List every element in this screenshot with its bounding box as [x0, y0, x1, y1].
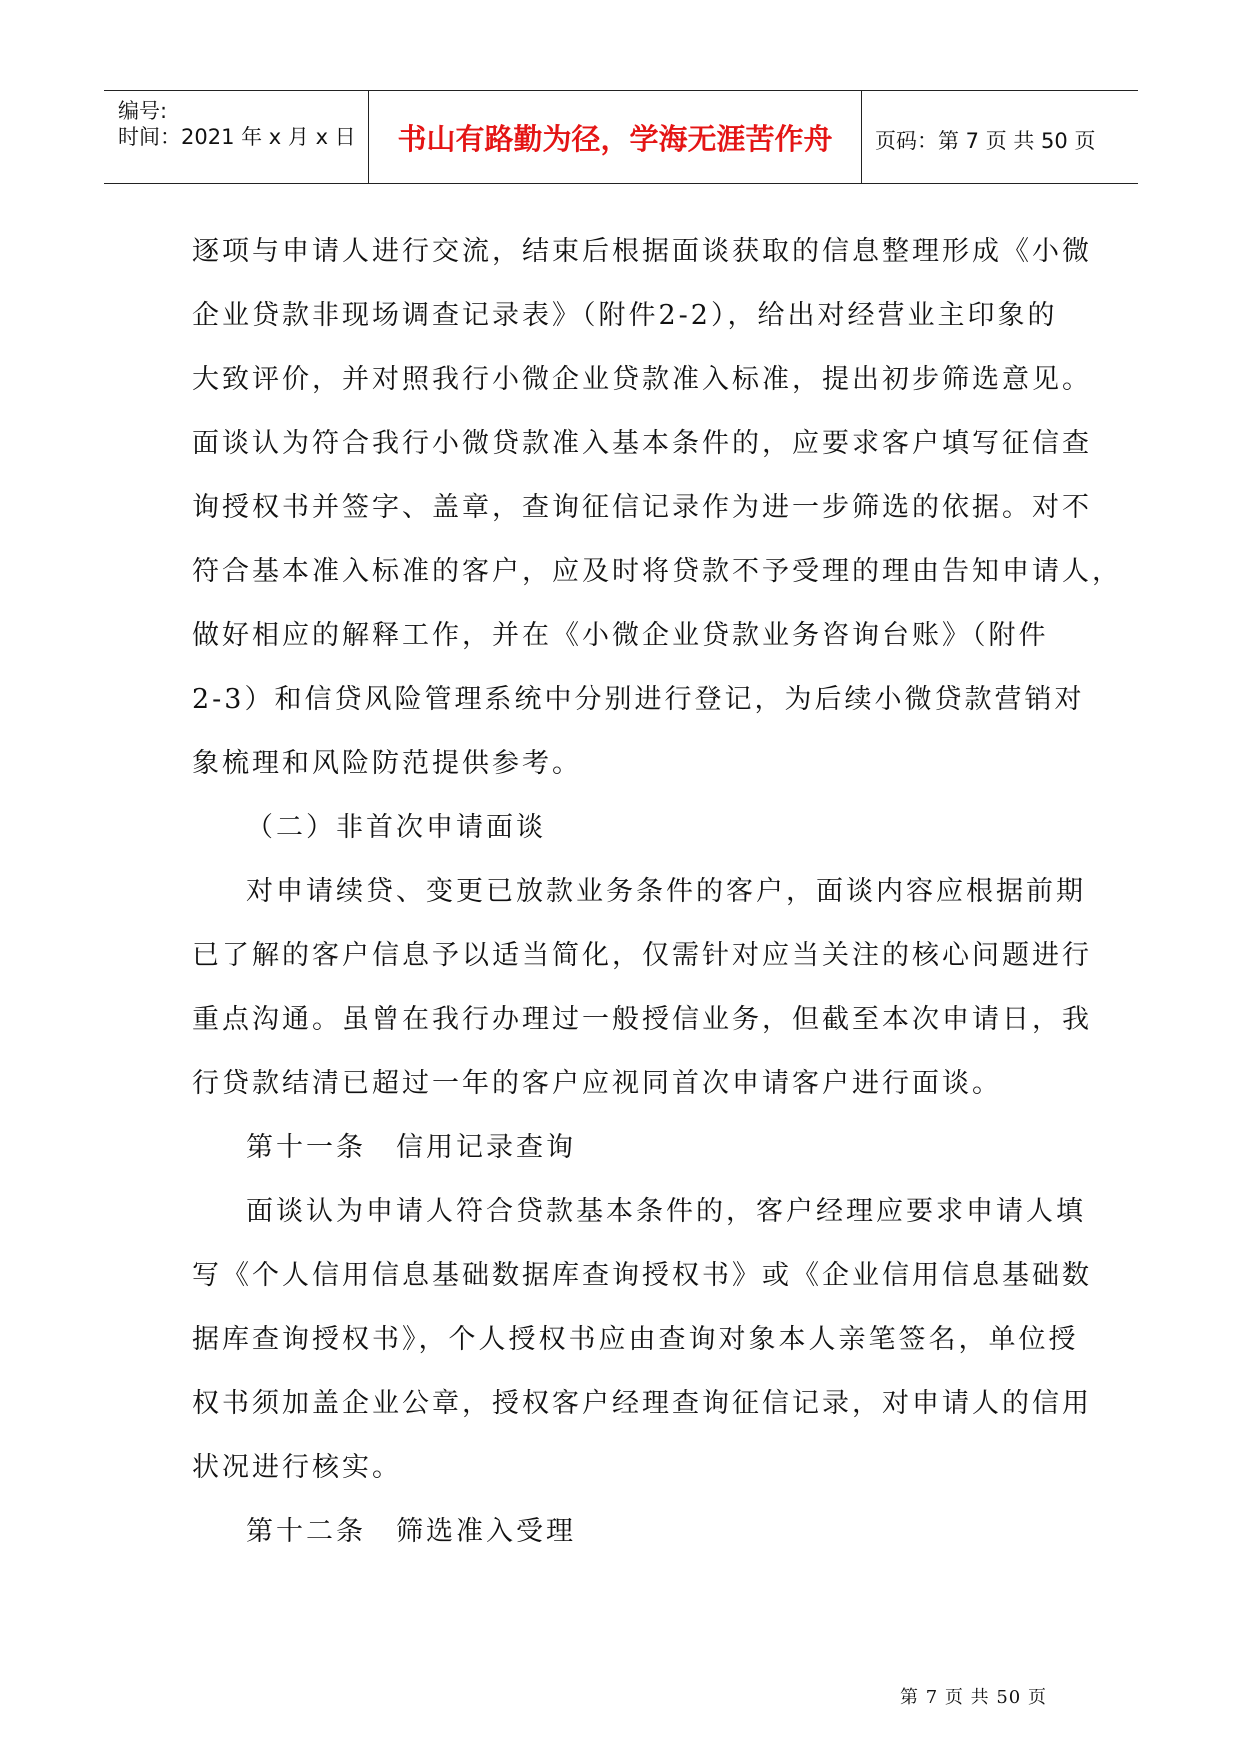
body-line: 重点沟通。虽曾在我行办理过一般授信业务，但截至本次申请日，我	[192, 1004, 1092, 1035]
document-body	[192, 220, 1122, 1564]
page-header	[104, 90, 1138, 184]
body-line: 面谈认为符合我行小微贷款准入基本条件的，应要求客户填写征信查	[192, 428, 1092, 459]
document-time-label: 时间：2021 年 x 月 x 日	[118, 125, 356, 149]
header-meta-cell	[104, 91, 368, 183]
header-page-cell	[861, 91, 1138, 183]
body-line: 已了解的客户信息予以适当简化，仅需针对应当关注的核心问题进行	[192, 940, 1092, 971]
body-line: 询授权书并签字、盖章，查询征信记录作为进一步筛选的依据。对不	[192, 492, 1092, 523]
body-line: 企业贷款非现场调查记录表》（附件2-2），给出对经营业主印象的	[192, 300, 1058, 331]
body-line: 据库查询授权书》，个人授权书应由查询对象本人亲笔签名，单位授	[192, 1324, 1079, 1355]
header-motto: 书山有路勤为径，学海无涯苦作舟	[397, 122, 833, 156]
body-line: 逐项与申请人进行交流，结束后根据面谈获取的信息整理形成《小微	[192, 236, 1092, 267]
page-footer: 第 7 页 共 50 页	[900, 1687, 1047, 1708]
section-heading: （二）非首次申请面谈	[246, 812, 546, 843]
header-page-number: 页码：第 7 页 共 50 页	[875, 129, 1096, 153]
body-line: 权书须加盖企业公章，授权客户经理查询征信记录，对申请人的信用	[192, 1388, 1092, 1419]
document-number-label: 编号:	[118, 99, 168, 123]
body-line: 行贷款结清已超过一年的客户应视同首次申请客户进行面谈。	[192, 1068, 1002, 1099]
body-line: 2-3）和信贷风险管理系统中分别进行登记，为后续小微贷款营销对	[192, 684, 1085, 715]
body-line: 状况进行核实。	[192, 1452, 402, 1483]
body-line: 大致评价，并对照我行小微企业贷款准入标准，提出初步筛选意见。	[192, 364, 1092, 395]
article-heading: 第十二条 筛选准入受理	[246, 1516, 576, 1547]
body-line: 做好相应的解释工作，并在《小微企业贷款业务咨询台账》（附件	[192, 620, 1049, 651]
header-motto-cell	[368, 91, 862, 183]
article-heading: 第十一条 信用记录查询	[246, 1132, 576, 1163]
body-line: 面谈认为申请人符合贷款基本条件的，客户经理应要求申请人填	[246, 1196, 1086, 1227]
body-line: 写《个人信用信息基础数据库查询授权书》或《企业信用信息基础数	[192, 1260, 1092, 1291]
body-line: 象梳理和风险防范提供参考。	[192, 748, 582, 779]
body-line: 符合基本准入标准的客户，应及时将贷款不予受理的理由告知申请人，	[192, 556, 1122, 587]
body-line: 对申请续贷、变更已放款业务条件的客户，面谈内容应根据前期	[246, 876, 1086, 907]
